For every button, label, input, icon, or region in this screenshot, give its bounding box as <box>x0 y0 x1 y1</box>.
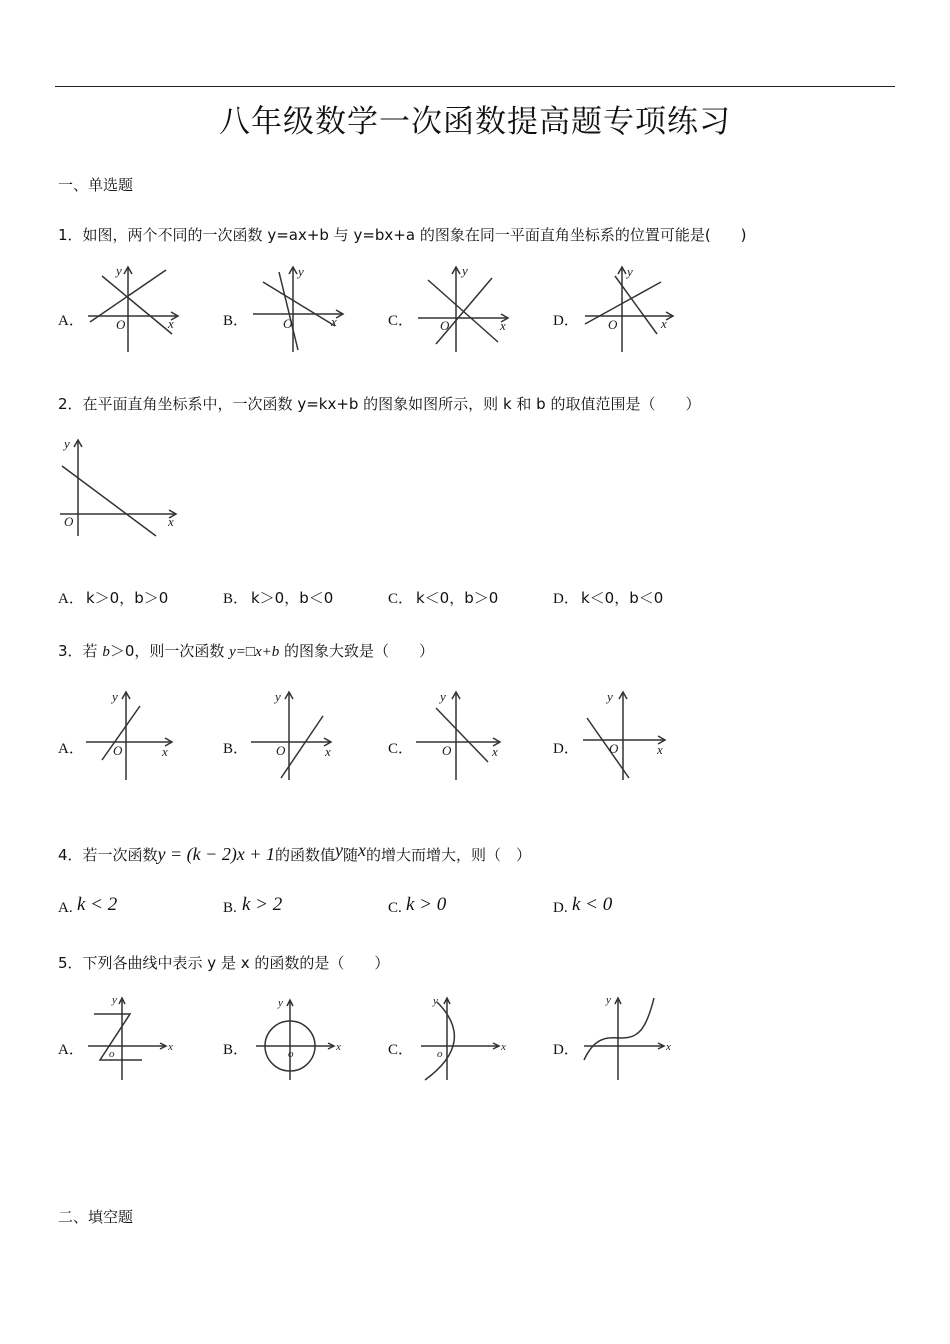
q5d-x: x <box>666 1041 671 1053</box>
q5c-x: x <box>501 1041 506 1053</box>
q5c-y: y <box>433 995 438 1007</box>
q1d-x: x <box>661 316 667 331</box>
q2-option-b-text: k＞0，b＜0 <box>251 589 334 607</box>
q1b-x: x <box>331 314 337 329</box>
q1a-y: y <box>116 263 122 278</box>
q1c-origin: O <box>440 318 450 333</box>
q4-option-b-label[interactable]: B. <box>223 900 237 916</box>
q2-option-d-label[interactable]: D． <box>553 591 579 607</box>
q3-graph-c <box>410 688 520 783</box>
q3d-y: y <box>607 689 613 704</box>
q5c-origin: o <box>437 1048 443 1060</box>
question-3-text: 3．若 b＞0，则一次函数 y=□x+b 的图象大致是（ ） <box>58 642 435 660</box>
q3d-x: x <box>657 742 663 757</box>
q5-graph-a <box>82 994 192 1084</box>
question-5-text: 5．下列各曲线中表示 y 是 x 的函数的是（ ） <box>58 954 390 972</box>
q5-option-a-label[interactable]: A． <box>58 1042 84 1058</box>
q3b-y: y <box>275 689 281 704</box>
q3-option-a-label[interactable]: A． <box>58 741 84 757</box>
q5d-y: y <box>606 994 611 1006</box>
q3-option-c-label[interactable]: C． <box>388 741 414 757</box>
q4-option-c-label[interactable]: C. <box>388 900 402 916</box>
section-fill-in-blank: 二、填空题 <box>58 1208 134 1226</box>
q1-option-c-label[interactable]: C． <box>388 313 414 329</box>
q2-option-b-label[interactable]: B． <box>223 591 249 607</box>
q4-option-b-math: k > 2 <box>242 894 283 915</box>
q3a-origin: O <box>113 743 123 758</box>
q5a-y: y <box>112 994 117 1006</box>
q2-origin: O <box>64 514 74 529</box>
q1-graph-b <box>245 262 355 357</box>
q4-option-d-math: k < 0 <box>572 894 613 915</box>
q1-graph-a <box>80 262 190 357</box>
header-rule <box>55 86 895 87</box>
q5-option-b-label[interactable]: B． <box>223 1042 249 1058</box>
q3c-y: y <box>440 689 446 704</box>
q1-option-b-label[interactable]: B． <box>223 313 249 329</box>
q1a-origin: O <box>116 317 126 332</box>
q3d-origin: O <box>609 741 619 756</box>
q3a-y: y <box>112 689 118 704</box>
q3a-x: x <box>162 744 168 759</box>
q3b-origin: O <box>276 743 286 758</box>
q5b-y: y <box>278 997 283 1009</box>
q1b-y: y <box>298 264 304 279</box>
q1d-origin: O <box>608 317 618 332</box>
question-1-text: 1．如图，两个不同的一次函数 y=ax+b 与 y=bx+a 的图象在同一平面直角坐标系的位置可能是( ) <box>58 226 747 244</box>
q5b-origin: o <box>288 1048 294 1060</box>
q2-option-d-text: k＜0，b＜0 <box>581 589 664 607</box>
q3b-x: x <box>325 744 331 759</box>
q4-option-c-math: k > 0 <box>406 894 447 915</box>
q5-graph-d <box>580 994 690 1084</box>
q5-option-c-label[interactable]: C． <box>388 1042 414 1058</box>
q3-option-d-label[interactable]: D． <box>553 741 579 757</box>
q2-option-c-label[interactable]: C． <box>388 591 414 607</box>
q5a-x: x <box>168 1041 173 1053</box>
q5a-origin: o <box>109 1048 115 1060</box>
q5b-x: x <box>336 1041 341 1053</box>
page-title: 八年级数学一次函数提高题专项练习 <box>219 104 731 140</box>
question-4-text: 4．若一次函数y = (k − 2)x + 1的函数值y随x的增大而增大，则（ ） <box>58 840 531 864</box>
q3c-origin: O <box>442 743 452 758</box>
q5-graph-c <box>415 994 525 1084</box>
q1a-x: x <box>168 316 174 331</box>
q4-formula: y = (k − 2)x + 1 <box>157 844 275 864</box>
q1-option-d-label[interactable]: D． <box>553 313 579 329</box>
q3-graph-d <box>577 688 687 783</box>
q2-option-a-label[interactable]: A． <box>58 591 84 607</box>
q5-option-d-label[interactable]: D． <box>553 1042 579 1058</box>
q1b-origin: O <box>283 316 293 331</box>
q2-option-a-text: k＞0，b＞0 <box>86 589 169 607</box>
q3c-x: x <box>492 744 498 759</box>
q1c-x: x <box>500 318 506 333</box>
q3-option-b-label[interactable]: B． <box>223 741 249 757</box>
q2-graph <box>58 436 188 542</box>
q1-graph-d <box>577 262 687 357</box>
question-2-text: 2．在平面直角坐标系中，一次函数 y=kx+b 的图象如图所示，则 k 和 b 的取值范围是（ ） <box>58 395 701 413</box>
q3-graph-b <box>245 688 355 783</box>
q5-graph-b <box>250 994 360 1084</box>
section-single-choice: 一、单选题 <box>58 176 134 194</box>
q4-option-a-math: k < 2 <box>77 894 118 915</box>
q1-graph-c <box>410 262 520 357</box>
q4-option-d-label[interactable]: D. <box>553 900 568 916</box>
q1-option-a-label[interactable]: A． <box>58 313 84 329</box>
q1c-y: y <box>462 263 468 278</box>
q4-option-a-label[interactable]: A. <box>58 900 73 916</box>
q3-graph-a <box>80 688 190 783</box>
q2-x: x <box>168 514 174 529</box>
q1d-y: y <box>627 264 633 279</box>
q2-y: y <box>64 436 70 451</box>
q2-option-c-text: k＜0，b＞0 <box>416 589 499 607</box>
